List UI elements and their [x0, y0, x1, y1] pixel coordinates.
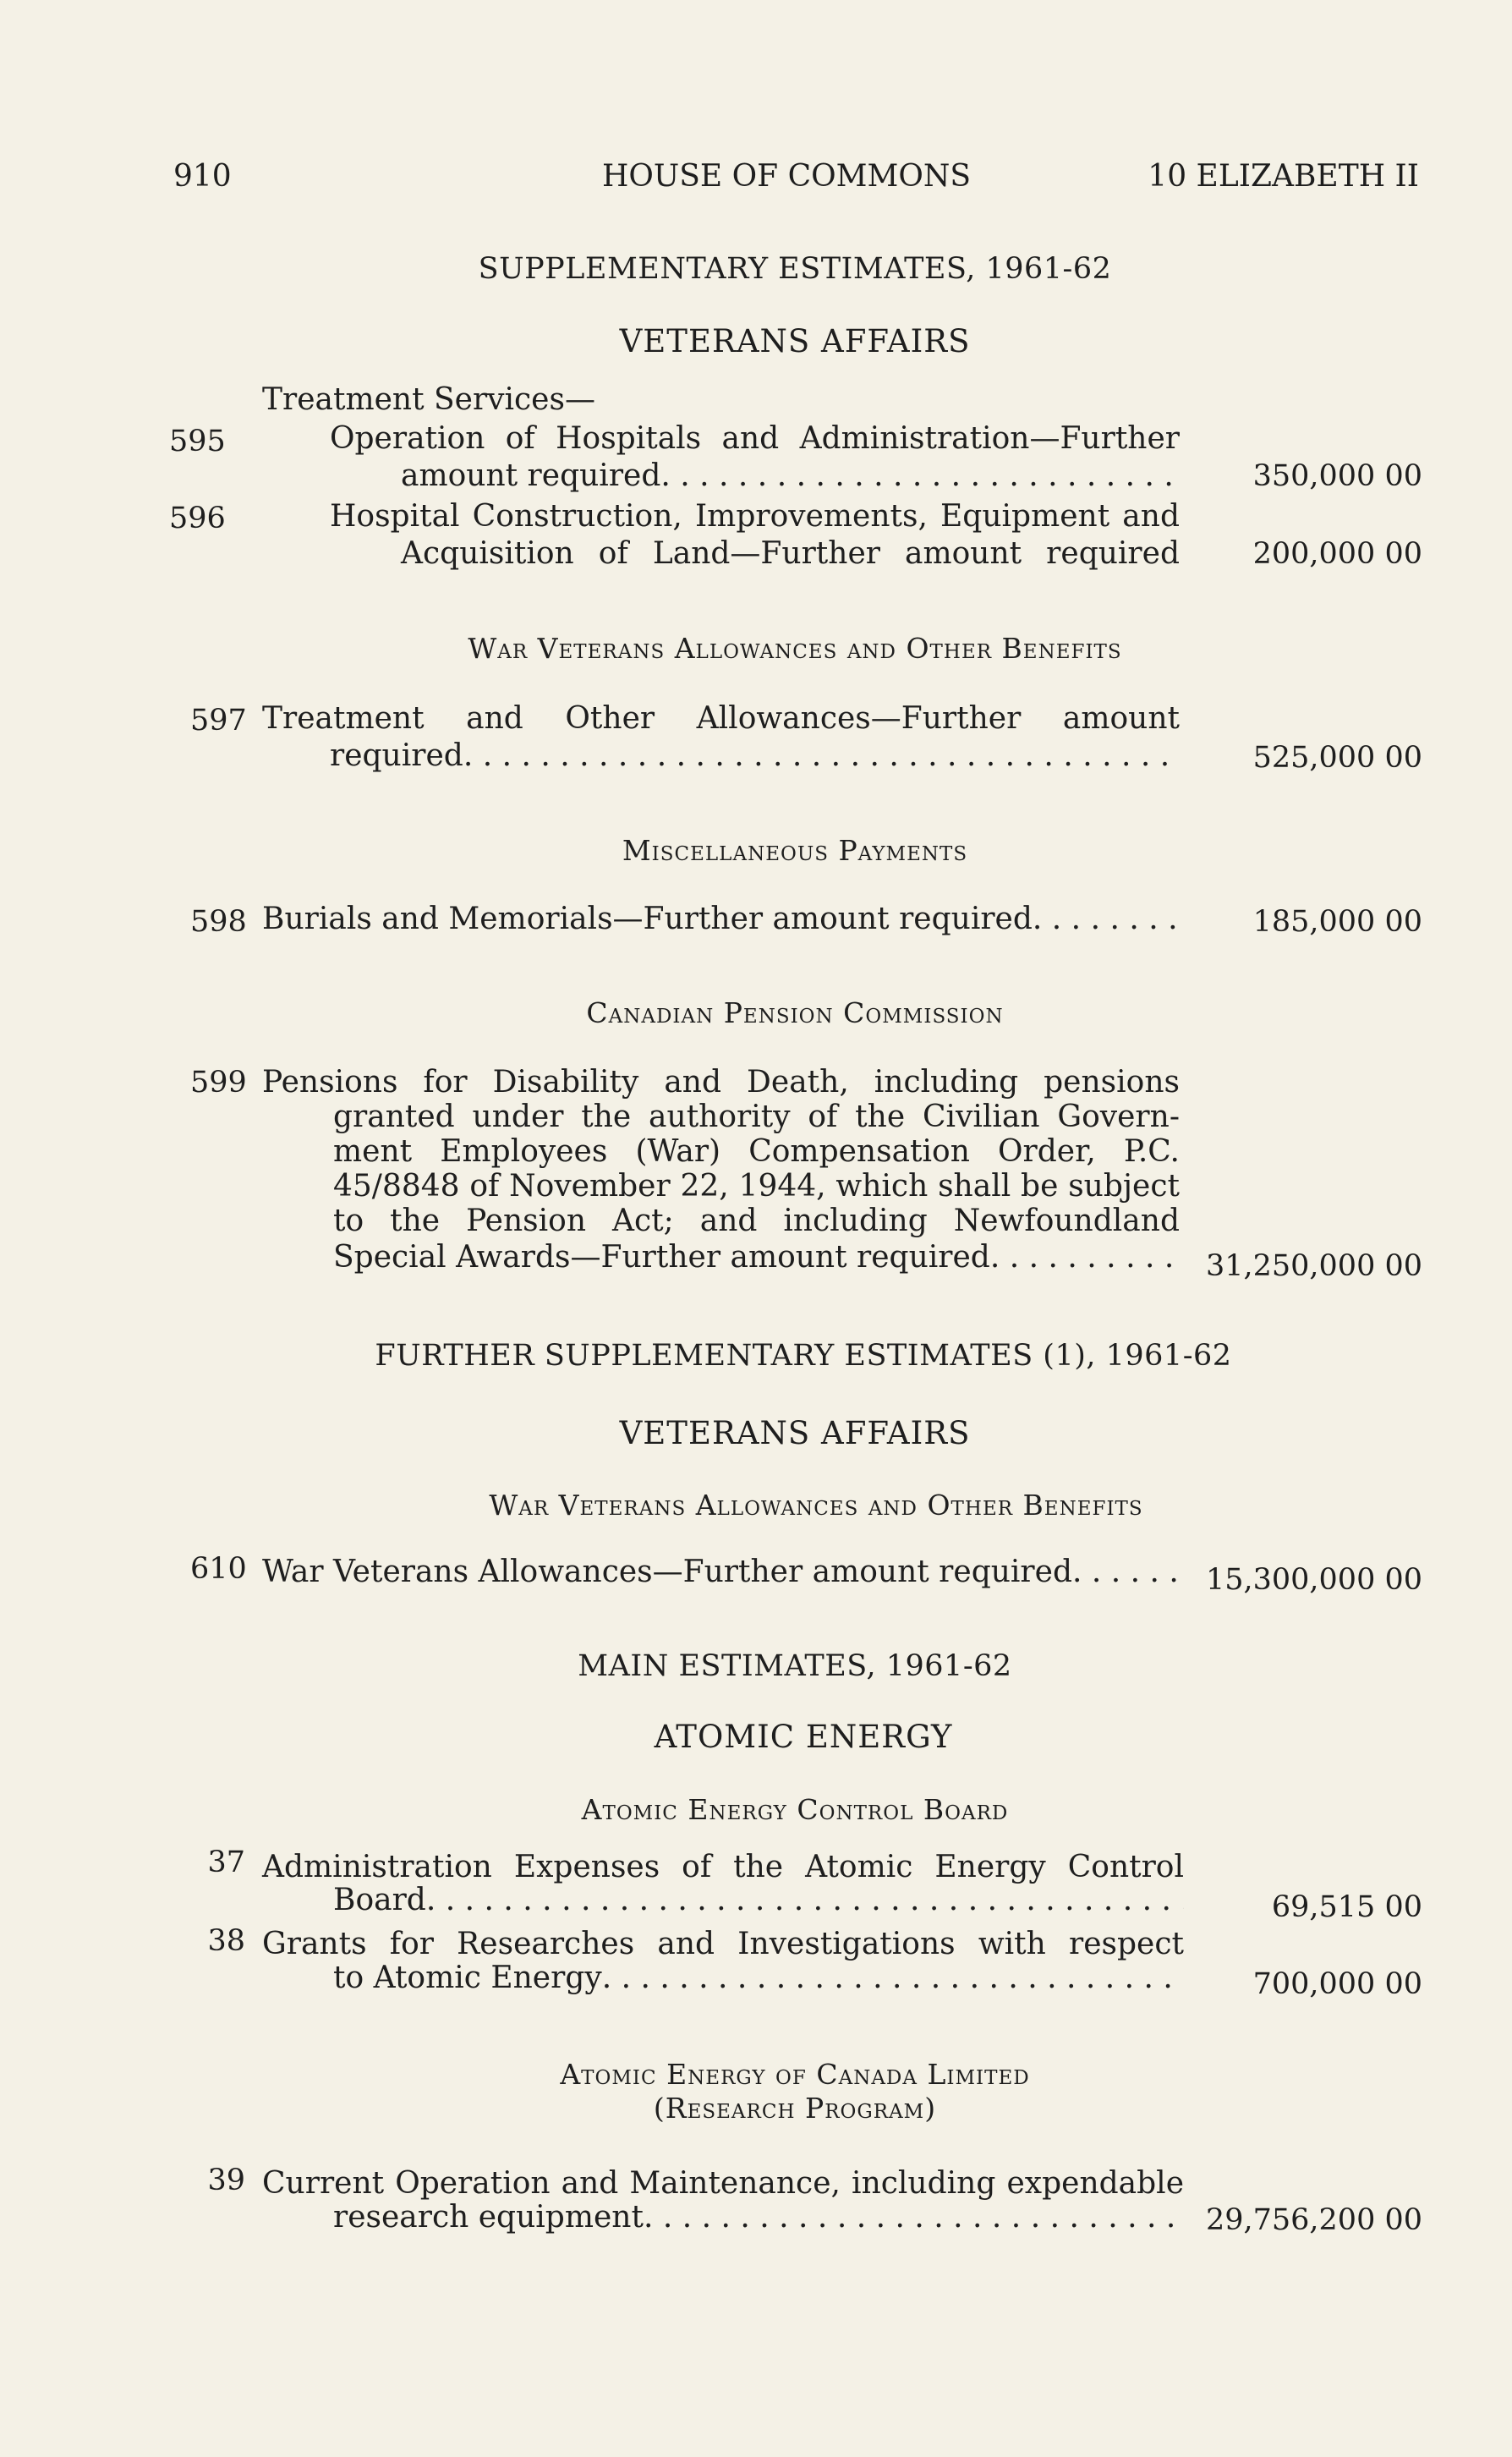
dot-leader	[602, 1961, 1184, 1995]
item-description: Administration Expenses of the Atomic Energy Control	[262, 1850, 1184, 1884]
dot-leader	[463, 738, 1180, 773]
header-regnal-year: 10 ELIZABETH II	[1148, 159, 1419, 194]
section-title-further-supplementary: FURTHER SUPPLEMENTARY ESTIMATES (1), 1961-62	[375, 1339, 1232, 1373]
subsection-heading: Atomic Energy of Canada Limited	[560, 2058, 1030, 2091]
running-header	[0, 159, 1512, 196]
item-description: Pensions for Disability and Death, including pensions	[262, 1065, 1180, 1100]
item-description-cont	[333, 1961, 1184, 1995]
subsection-heading: War Veterans Allowances and Other Benefits	[468, 632, 1122, 665]
amount: 525,000 00	[1252, 741, 1422, 775]
dot-leader	[1072, 1555, 1180, 1589]
subsection-subheading: (Research Program)	[653, 2092, 937, 2125]
item-text: Board	[333, 1883, 426, 1917]
dot-leader	[426, 1883, 1184, 1917]
page-number: 910	[173, 159, 232, 194]
item-description-cont: Acquisition of Land—Further amount required	[401, 536, 1180, 571]
dot-leader	[644, 2200, 1184, 2235]
item-description-cont	[333, 2200, 1184, 2235]
dot-leader	[1033, 902, 1180, 936]
subsection-heading: War Veterans Allowances and Other Benefits	[489, 1489, 1143, 1522]
item-description: Operation of Hospitals and Administration—Further	[330, 421, 1180, 456]
department-heading: VETERANS AFFAIRS	[619, 1415, 971, 1451]
amount: 15,300,000 00	[1205, 1563, 1422, 1597]
amount: 700,000 00	[1252, 1967, 1422, 2001]
item-description-cont: 45/8848 of November 22, 1944, which shall be subject	[333, 1169, 1180, 1204]
item-text: amount required	[401, 458, 661, 493]
item-description-cont	[333, 1883, 1184, 1917]
item-text: Burials and Memorials—Further amount required	[262, 902, 1033, 936]
item-description: Hospital Construction, Improvements, Equipment and	[330, 499, 1180, 534]
vote-number: 599	[190, 1066, 247, 1100]
item-description-cont: granted under the authority of the Civilian Govern-	[333, 1100, 1180, 1134]
item-text: required	[330, 738, 463, 773]
vote-number: 610	[190, 1552, 247, 1586]
amount: 29,756,200 00	[1205, 2203, 1422, 2237]
subsection-heading: Atomic Energy Control Board	[581, 1793, 1009, 1826]
item-text: to Atomic Energy	[333, 1961, 602, 1995]
amount: 350,000 00	[1252, 459, 1422, 493]
department-heading: ATOMIC ENERGY	[654, 1719, 953, 1755]
vote-number: 39	[207, 2164, 245, 2197]
item-description	[262, 1555, 1180, 1589]
item-description-cont: to the Pension Act; and including Newfoundland	[333, 1204, 1180, 1238]
item-text: research equipment	[333, 2200, 644, 2235]
section-title-main: MAIN ESTIMATES, 1961-62	[578, 1649, 1012, 1683]
vote-number: 598	[190, 905, 247, 939]
item-text: War Veterans Allowances—Further amount required	[262, 1555, 1072, 1589]
vote-number: 597	[190, 704, 247, 738]
item-description-cont	[330, 738, 1180, 773]
item-description-cont: ment Employees (War) Compensation Order, P.C.	[333, 1134, 1180, 1169]
amount: 31,250,000 00	[1205, 1249, 1422, 1283]
department-heading: VETERANS AFFAIRS	[619, 323, 971, 359]
amount: 69,515 00	[1271, 1890, 1422, 1924]
vote-number: 37	[207, 1845, 245, 1879]
header-title: HOUSE OF COMMONS	[602, 159, 972, 194]
item-description: Treatment and Other Allowances—Further amount	[262, 701, 1180, 736]
vote-number: 596	[169, 502, 226, 535]
amount: 200,000 00	[1252, 537, 1422, 571]
vote-number: 595	[169, 425, 226, 458]
amount: 185,000 00	[1252, 905, 1422, 939]
vote-number: 38	[207, 1924, 245, 1958]
subheading-treatment-services: Treatment Services—	[262, 382, 595, 417]
item-description: Grants for Researches and Investigations with respect	[262, 1927, 1184, 1961]
section-title-supplementary: SUPPLEMENTARY ESTIMATES, 1961-62	[478, 252, 1112, 286]
item-description-cont	[401, 458, 1180, 493]
item-description	[262, 902, 1180, 936]
subsection-heading: Miscellaneous Payments	[622, 834, 968, 867]
dot-leader	[660, 458, 1180, 493]
item-description: Current Operation and Maintenance, including expendable	[262, 2166, 1184, 2201]
item-description-cont	[333, 1240, 1180, 1275]
subsection-heading: Canadian Pension Commission	[586, 996, 1004, 1029]
item-text: Special Awards—Further amount required	[333, 1240, 990, 1275]
dot-leader	[990, 1240, 1180, 1275]
